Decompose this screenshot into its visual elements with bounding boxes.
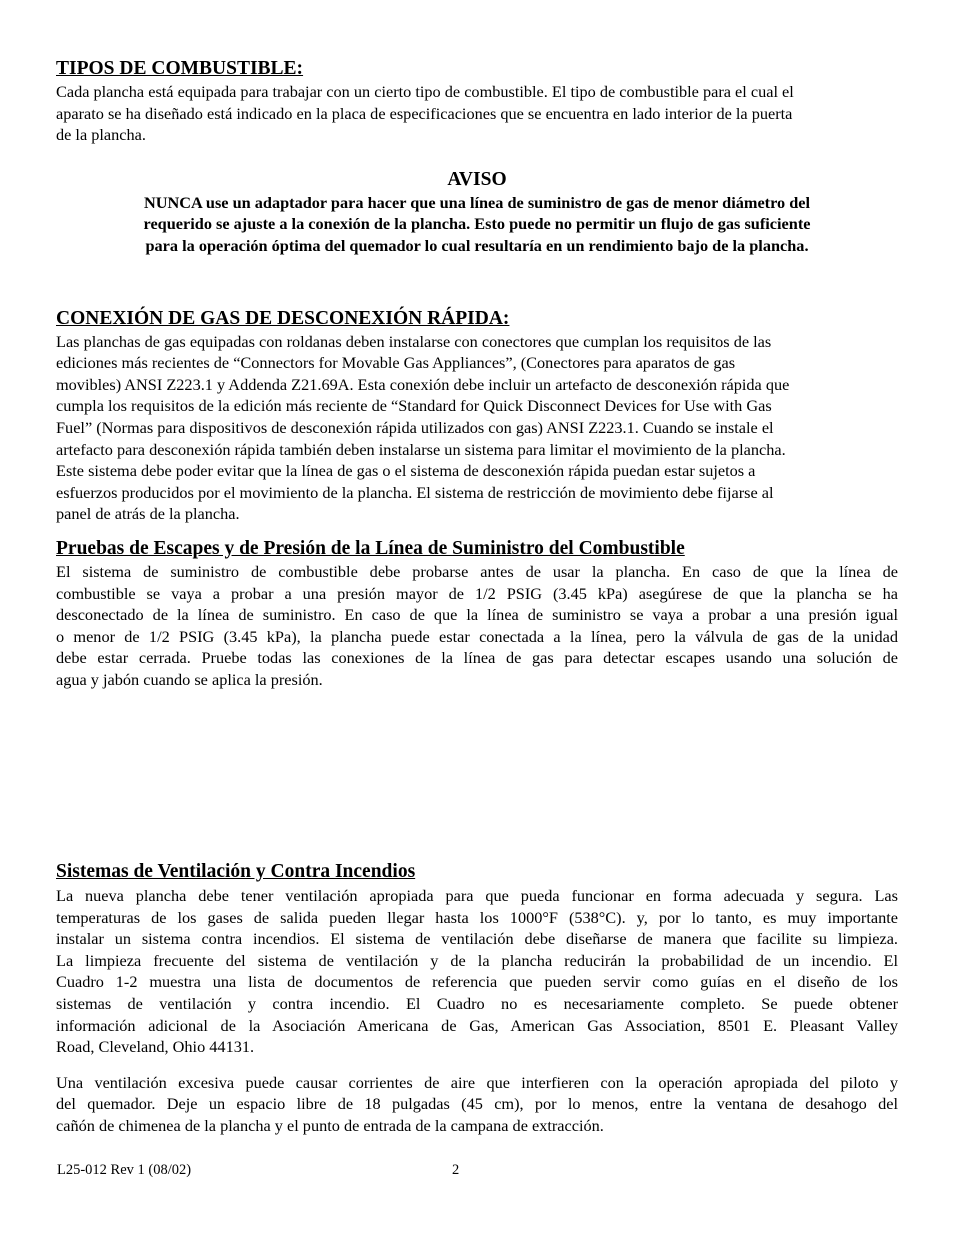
leak-test-paragraph (56, 561, 898, 691)
fuel-paragraph (56, 81, 898, 146)
paragraph-line: instalar un sistema contra incendios. El sistema de ventilación debe diseñarse de manera que facilite su limpieza. (56, 929, 898, 949)
paragraph-line: La limpieza frecuente del sistema de ventilación y de la plancha reducirán la probabilidad de un incendio. El (56, 950, 898, 970)
quick-disconnect-heading: CONEXIÓN DE GAS DE DESCONEXIÓN RÁPIDA: (56, 307, 510, 329)
paragraph-line: aparato se ha diseñado está indicado en la placa de especificaciones que se encuentra en lado interior de la puerta (56, 103, 793, 123)
warning-line: NUNCA use un adaptador para hacer que una línea de suministro de gas de menor diámetro del (143, 192, 811, 212)
warning-line: para la operación óptima del quemador lo cual resultaría en un rendimiento bajo de la plancha. (145, 235, 809, 255)
paragraph-line: Cuadro 1-2 muestra una lista de documentos de referencia que pueden servir como guías en el diseño de los (56, 972, 898, 992)
fuel-section (56, 58, 898, 146)
ventilation-heading: Sistemas de Ventilación y Contra Incendios (56, 861, 416, 882)
warning-box (56, 169, 898, 257)
paragraph-line: ediciones más recientes de “Connectors for Movable Gas Appliances”, (Conectores para aparatos de gas (56, 353, 736, 373)
document-id: L25-012 Rev 1 (08/02) (57, 1162, 192, 1178)
paragraph-line: Road, Cleveland, Ohio 44131. (56, 1037, 255, 1057)
paragraph-line: panel de atrás de la plancha. (56, 504, 240, 524)
document-page (56, 58, 898, 1135)
paragraph-line: cañón de chimenea de la plancha y el punto de entrada de la campana de extracción. (56, 1115, 604, 1135)
paragraph-line: del quemador. Deje un espacio libre de 18 pulgadas (45 cm), por lo menos, entre la ventana de desahogo del (56, 1094, 898, 1114)
paragraph-line: esfuerzos producidos por el movimiento de la plancha. El sistema de restricción de movimiento debe fijarse al (56, 482, 774, 502)
quick-disconnect-section (56, 308, 898, 525)
page-number: 2 (452, 1162, 460, 1178)
paragraph-line: Cada plancha está equipada para trabajar con un cierto tipo de combustible. El tipo de combustible para el cual el (56, 82, 794, 101)
paragraph-line: desconectado de la línea de suministro. En caso de que la línea de suministro se vaya a probar a una presión igual (56, 605, 898, 625)
paragraph-line: movibles) ANSI Z223.1 y Addenda Z21.69A. Esta conexión debe incluir un artefacto de desconexión rápida que (56, 374, 790, 394)
paragraph-line: El sistema de suministro de combustible debe probarse antes de usar la plancha. En caso de que la línea de (56, 561, 898, 581)
warning-line: requerido se ajuste a la conexión de la plancha. Esto puede no permitir un flujo de gas suficiente (143, 214, 811, 234)
paragraph-line: debe estar cerrada. Pruebe todas las conexiones de la línea de gas para detectar escapes usando una solución de (56, 648, 898, 668)
warning-text (56, 192, 898, 257)
leak-test-heading: Pruebas de Escapes y de Presión de la Línea de Suministro del Combustible (56, 537, 685, 559)
paragraph-line: de la plancha. (56, 125, 146, 145)
paragraph-line: o menor de 1/2 PSIG (3.45 kPa), la plancha puede estar conectada a la línea, pero la válvula de gas de la unidad (56, 626, 898, 646)
quick-disconnect-paragraph (56, 331, 898, 525)
paragraph-line: La nueva plancha debe tener ventilación apropiada para que pueda funcionar en forma adecuada y segura. Las (56, 886, 898, 905)
warning-title: AVISO (447, 168, 507, 190)
ventilation-paragraph-2 (56, 1072, 898, 1137)
ventilation-section (56, 861, 898, 1137)
paragraph-line: Este sistema debe poder evitar que la línea de gas o el sistema de desconexión rápida puedan estar sujetos a (56, 461, 756, 481)
paragraph-line: Las planchas de gas equipadas con roldanas deben instalarse con conectores que cumplan los requisitos de las (56, 331, 772, 351)
fuel-heading: TIPOS DE COMBUSTIBLE: (56, 58, 304, 79)
paragraph-line: Una ventilación excesiva puede causar corrientes de aire que interfieren con la operación apropiada del piloto y (56, 1072, 898, 1092)
paragraph-line: agua y jabón cuando se aplica la presión. (56, 669, 323, 689)
ventilation-paragraph-1 (56, 885, 898, 1058)
paragraph-line: cumpla los requisitos de la edición más reciente de “Standard for Quick Disconnect Devices for Use with Gas (56, 396, 772, 416)
paragraph-line: información adicional de la Asociación Americana de Gas, American Gas Association, 8501 E. Pleasant Valley (56, 1015, 898, 1035)
paragraph-line: sistemas de ventilación y contra incendio. El Cuadro no es necesariamente completo. Se puede obtener (56, 993, 898, 1013)
paragraph-line: Fuel” (Normas para dispositivos de desconexión rápida utilizados con gas) ANSI Z223.1. Cuando se instale el (56, 417, 774, 437)
leak-test-section (56, 538, 898, 691)
paragraph-line: combustible se vaya a probar a una presión mayor de 1/2 PSIG (3.45 kPa) asegúrese de que la plancha se ha (56, 583, 898, 603)
paragraph-line: temperaturas de los gases de salida pueden llegar hasta los 1000°F (538°C). y, por lo tanto, es muy importante (56, 907, 898, 927)
paragraph-line: artefacto para desconexión rápida también deben instalarse un sistema para limitar el movimiento de la plancha. (56, 439, 786, 459)
